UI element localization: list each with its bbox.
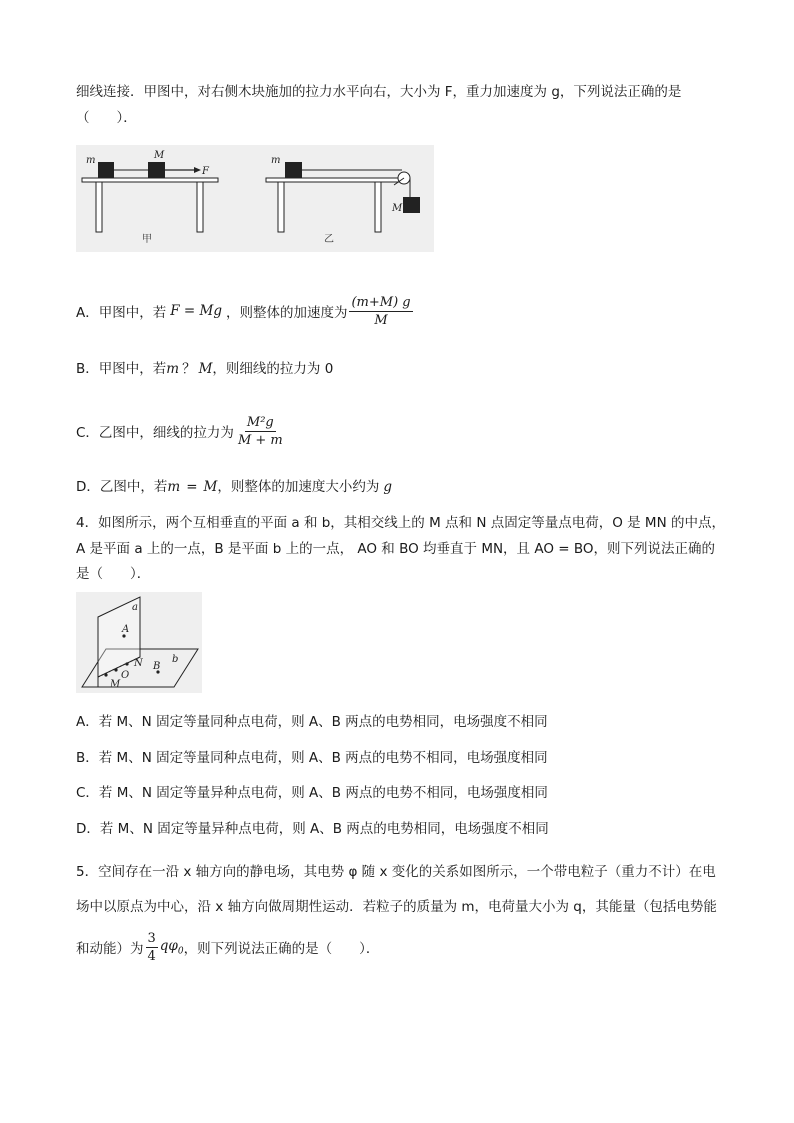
q3-optC-fraction (236, 415, 285, 448)
q3-optD-prefix: D．乙图中，若 (76, 479, 168, 495)
q3-optC-prefix: C．乙图中，细线的拉力为 (76, 425, 234, 441)
q5-line2: 场中以原点为中心，沿 x 轴方向做周期性运动．若粒子的质量为 m，电荷量大小为 q，其能量（包括电势能 (76, 899, 717, 915)
q3-optA-prefix: A．甲图中，若 (76, 305, 167, 321)
q3-optA-den: M (374, 312, 388, 328)
fig4-b: b (172, 654, 179, 665)
q3-optA-num: (m+M) g (351, 294, 411, 310)
fig4-O: O (121, 670, 130, 681)
fig4-A: A (122, 624, 130, 635)
q3-optB-q: ？ (182, 361, 196, 377)
q4-option-b: B．若 M、N 固定等量同种点电荷，则 A、B 两点的电势不相同，电场强度相同 (76, 750, 548, 766)
fig4-B: B (153, 661, 161, 672)
q3-figure-svg (76, 145, 434, 252)
q4-figure-svg (76, 592, 202, 693)
q3-optB-M: M (198, 361, 213, 377)
fig-label-yi: 乙 (324, 234, 334, 245)
q5-line1: 5．空间存在一沿 x 轴方向的静电场，其电势 φ 随 x 变化的关系如图所示，一个带电粒子（重力不计）在电 (76, 864, 716, 880)
q4-line2: A 是平面 a 上的一点，B 是平面 b 上的一点， AO 和 BO 均垂直于 MN，且 AO = BO，则下列说法正确的 (76, 541, 716, 557)
q5-fraction (146, 931, 158, 964)
q5-frac-num: 3 (147, 930, 156, 946)
q3-stem-line2: （ ）． (76, 110, 137, 126)
fig4-a: a (132, 602, 138, 613)
q3-optD-mid: ，则整体的加速度大小约为 (217, 479, 380, 495)
q3-option-c (76, 408, 287, 454)
q5-line3-suffix: ，则下列说法正确的是（ ）． (183, 941, 380, 957)
fig-jia-F: F (202, 166, 209, 177)
q5-frac-den: 4 (147, 948, 156, 964)
q3-optB-prefix: B．甲图中，若 (76, 361, 167, 377)
q3-stem-line1: 细线连接．甲图中，对右侧木块施加的拉力水平向右，大小为 F，重力加速度为 g，下列说法正确的是 (76, 84, 682, 100)
q4-line1: 4．如图所示，两个互相垂直的平面 a 和 b，其相交线上的 M 点和 N 点固定等量点电荷，O 是 MN 的中点， (76, 515, 725, 531)
fig4-N: N (134, 658, 143, 669)
fig-yi-M: M (392, 203, 403, 214)
q4-figure (76, 592, 202, 693)
q3-optD-M: M (203, 479, 218, 495)
q5-qphi-text: qφ (159, 937, 178, 954)
q5-line3 (76, 925, 379, 969)
q3-optC-num: M²g (246, 414, 274, 430)
q3-optD-g: g (383, 479, 393, 495)
q3-optD-m: m (167, 479, 181, 495)
q4-option-a: A．若 M、N 固定等量同种点电荷，则 A、B 两点的电势相同，电场强度不相同 (76, 714, 548, 730)
q3-optB-m: m (166, 361, 180, 377)
q3-optC-den: M + m (237, 432, 283, 448)
q3-option-d (76, 475, 392, 495)
q4-option-c: C．若 M、N 固定等量异种点电荷，则 A、B 两点的电势不相同，电场强度相同 (76, 785, 548, 801)
q3-optA-fraction (349, 295, 412, 328)
q4-option-d: D．若 M、N 固定等量异种点电荷，则 A、B 两点的电势相同，电场强度不相同 (76, 821, 549, 837)
fig-label-jia: 甲 (142, 234, 152, 245)
q4-line3: 是（ ）． (76, 566, 151, 582)
q5-line3-prefix: 和动能）为 (76, 941, 144, 957)
q3-option-b (76, 357, 333, 377)
q3-optB-suffix: ，则细线的拉力为 0 (212, 361, 334, 377)
q5-qphi (160, 938, 184, 957)
fig-jia-m: m (86, 155, 96, 166)
q3-optD-eq: = (186, 479, 198, 495)
fig4-M: M (110, 679, 121, 690)
q3-optA-mid: ，则整体的加速度为 (225, 305, 348, 321)
q3-optA-cond: F = Mg (170, 303, 222, 319)
fig-jia-M: M (154, 150, 165, 161)
fig-yi-m: m (271, 155, 281, 166)
q5-qphi-sub: 0 (177, 946, 184, 957)
q3-option-a (76, 288, 415, 334)
q3-figure (76, 145, 434, 252)
